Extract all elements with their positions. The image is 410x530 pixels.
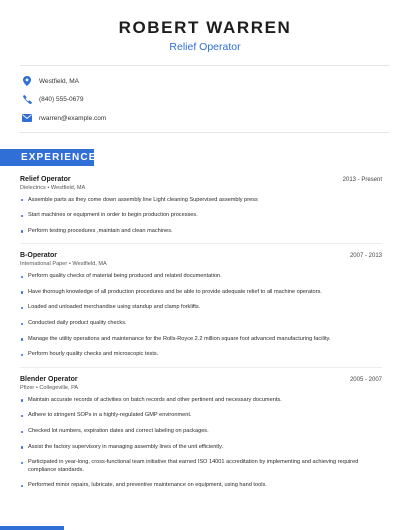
job-title: Blender Operator xyxy=(20,375,78,383)
job-location: Westfield, MA xyxy=(50,184,86,191)
job-bullet: Conducted daily product quality checks. xyxy=(28,320,382,328)
map-pin-icon xyxy=(22,76,32,86)
job-dates: 2005 - 2007 xyxy=(349,376,382,383)
job-bullets xyxy=(20,273,382,359)
experience-section-heading xyxy=(0,149,97,166)
job-entry xyxy=(20,176,382,236)
job-bullet: Loaded and unloaded merchandise using standup and clamp forklifts. xyxy=(28,304,382,312)
job-bullet: Perform quality checks of material being produced and related documentation. xyxy=(28,273,382,281)
contact-block xyxy=(0,66,410,132)
job-bullet: Performed minor repairs, lubricate, and preventive maintenance on equipment, using hand tools. xyxy=(28,482,382,490)
candidate-name: ROBERT WARREN xyxy=(118,18,292,37)
job-separator: • xyxy=(67,261,73,268)
envelope-icon xyxy=(22,113,32,123)
job-separator: • xyxy=(34,384,40,391)
job-header xyxy=(20,252,382,259)
job-bullet: Have thorough knowledge of all production procedures and be able to provide adequate relief to all machine operators. xyxy=(28,289,382,297)
job-company-line xyxy=(20,261,382,267)
phone-icon xyxy=(22,95,32,105)
email-text: rwarren@example.com xyxy=(39,114,107,122)
job-company-line xyxy=(20,385,382,391)
phone-text: (840) 555-0679 xyxy=(39,96,84,103)
contact-location xyxy=(22,72,410,90)
candidate-role: Relief Operator xyxy=(169,41,241,53)
contact-divider xyxy=(20,132,390,133)
job-bullets xyxy=(20,397,382,490)
job-dates: 2007 - 2013 xyxy=(349,253,382,260)
job-header xyxy=(20,176,382,183)
experience-heading-text: EXPERIENCE xyxy=(21,151,97,163)
job-bullet: Manage the utility operations and maintenance for the Rolls-Royce 2.2 million square foot advanced manufacturing facility. xyxy=(28,336,382,344)
job-bullet: Perform testing procedures ,maintain and clean machines. xyxy=(28,228,382,236)
job-title: B-Operator xyxy=(20,252,57,260)
job-bullets xyxy=(20,197,382,236)
next-section-bar xyxy=(0,526,64,530)
job-bullet: Checked lot numbers, expiration dates and correct labeling on packages. xyxy=(28,428,382,436)
job-entry xyxy=(20,376,382,490)
job-bullet: Maintain accurate records of activities on batch records and other pertinent and necessary documents. xyxy=(28,397,382,405)
job-bullet: Assist the factory supervisory in managing assembly lines of the unit efficiently. xyxy=(28,444,382,452)
job-bullet: Participated in year-long, cross-functional team initiative that earned ISO 14001 accreditation by implementing and achieving required compliance standards. xyxy=(28,459,382,474)
job-company: International Paper xyxy=(20,261,68,268)
job-location: Collegeville, PA xyxy=(39,384,79,391)
job-title: Relief Operator xyxy=(20,175,71,183)
job-company-line xyxy=(20,185,382,191)
location-text: Westfield, MA xyxy=(39,77,79,85)
job-bullet: Perform hourly quality checks and microscopic tests. xyxy=(28,351,382,359)
job-header xyxy=(20,376,382,383)
job-entry xyxy=(20,252,382,359)
job-bullet: Adhere to stringent SOPs in a highly-regulated GMP environment. xyxy=(28,412,382,420)
contact-phone xyxy=(22,91,410,109)
job-divider xyxy=(20,243,382,244)
job-company: Dielectrics xyxy=(20,184,46,191)
experience-list xyxy=(0,176,410,491)
job-separator: • xyxy=(45,184,51,191)
job-divider xyxy=(20,367,382,368)
job-company: Pfizer xyxy=(20,384,35,391)
job-bullet: Assemble parts as they come down assembly line Light cleaning Supervised assembly press xyxy=(28,197,382,205)
job-dates: 2013 - Present xyxy=(342,176,382,183)
contact-email xyxy=(22,109,410,127)
job-location: Westfield, MA xyxy=(72,261,107,268)
job-bullet: Start machines or equipment in order to begin production processes. xyxy=(28,212,382,220)
resume-header xyxy=(0,0,410,54)
